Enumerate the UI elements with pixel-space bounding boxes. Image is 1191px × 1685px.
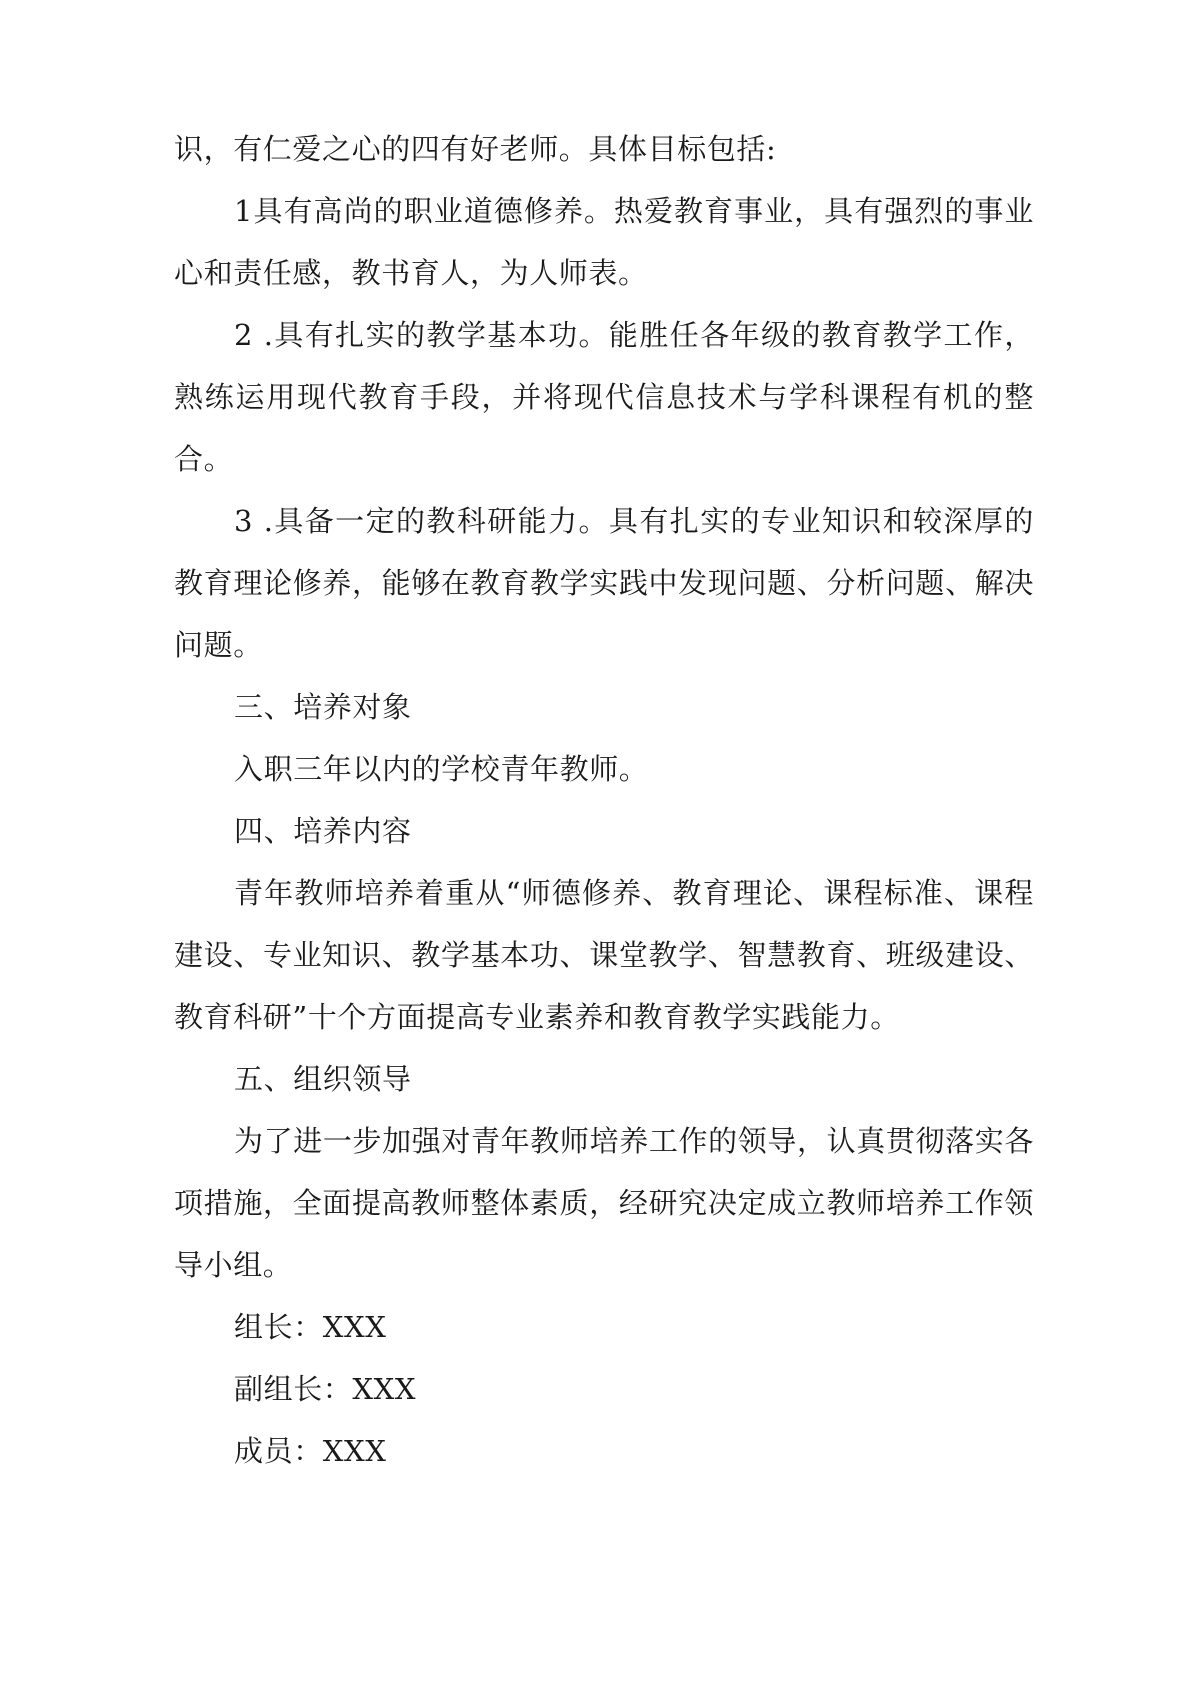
paragraph-training-content: 青年教师培养着重从“师德修养、教育理论、课程标准、课程建设、专业知识、教学基本功、课堂教学、智慧教育、班级建设、教育科研”十个方面提高专业素养和教育教学实践能力。 — [174, 876, 1034, 1034]
paragraph-training-targets: 入职三年以内的学校青年教师。 — [234, 752, 649, 786]
paragraph-goal-1: 1具有高尚的职业道德修养。热爱教育事业，具有强烈的事业心和责任感，教书育人，为人师表。 — [174, 194, 1034, 290]
members-line: 成员：XXX — [234, 1434, 387, 1468]
section-heading-training-content: 四、培养内容 — [234, 814, 412, 848]
section-heading-training-targets: 三、培养对象 — [234, 690, 412, 724]
team-leader-line: 组长：XXX — [234, 1310, 387, 1344]
paragraph-goals-intro: 识，有仁爱之心的四有好老师。具体目标包括: — [174, 132, 777, 166]
document-body — [174, 118, 1034, 1482]
section-heading-organization: 五、组织领导 — [234, 1062, 412, 1096]
paragraph-goal-3: 3 .具备一定的教科研能力。具有扎实的专业知识和较深厚的教育理论修养，能够在教育教学实践中发现问题、分析问题、解决问题。 — [174, 504, 1034, 662]
paragraph-organization: 为了进一步加强对青年教师培养工作的领导，认真贯彻落实各项措施，全面提高教师整体素质，经研究决定成立教师培养工作领导小组。 — [174, 1124, 1034, 1282]
paragraph-goal-2: 2 .具有扎实的教学基本功。能胜任各年级的教育教学工作，熟练运用现代教育手段，并将现代信息技术与学科课程有机的整合。 — [174, 318, 1034, 476]
deputy-leader-line: 副组长：XXX — [234, 1372, 417, 1406]
